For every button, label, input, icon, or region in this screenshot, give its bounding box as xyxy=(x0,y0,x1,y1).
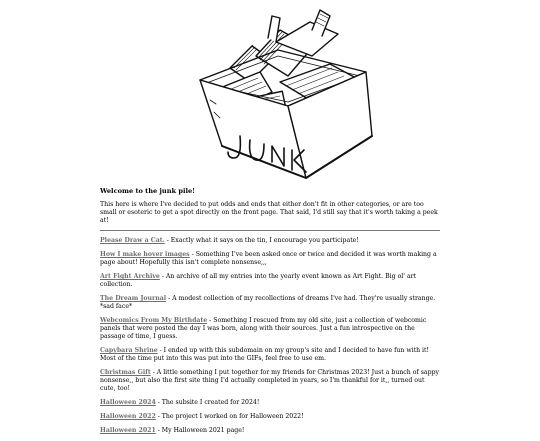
list-item xyxy=(100,399,440,407)
entry-description: - Something I rescued from my old site, just a collection of webcomic panels that were posted the day I was born, along with their sources. Just a fun introspective on the passage of time, I guess. xyxy=(100,317,427,340)
list-item xyxy=(100,369,440,393)
list-item xyxy=(100,295,440,311)
link-halloween-2022[interactable]: Halloween 2022 xyxy=(100,413,156,420)
entry-description: - I ended up with this subdomain on my group's site and I decided to have fun with it! Most of the time put into this was put into the GIFs, feel free to use em. xyxy=(100,347,429,362)
entry-description: - A modest collection of my recollections of dreams I've had. They're usually strange. *sad face* xyxy=(100,295,436,310)
entry-description: - An archive of all my entries into the yearly event known as Art Fight. Big ol' art collection. xyxy=(100,273,417,288)
link-halloween-2021[interactable]: Halloween 2021 xyxy=(100,427,156,434)
entry-description: - The subsite I created for 2024! xyxy=(155,399,260,406)
link-christmas-gift[interactable]: Christmas Gift xyxy=(100,369,151,376)
page-title: Welcome to the junk pile! xyxy=(100,187,196,195)
junk-box-illustration xyxy=(160,8,382,186)
entry-description: - A little something I put together for my friends for Christmas 2023! Just a bunch of sappy nonsense,, but also the first site thing I'd actually completed in years, so I'm thankful for it,, turned out cute, too! xyxy=(100,369,439,392)
list-item xyxy=(100,317,440,341)
main-content xyxy=(100,187,440,441)
link-webcomics-birthdate[interactable]: Webcomics From My Birthdate xyxy=(100,317,208,324)
entry-description: - Exactly what it says on the tin, I encourage you participate! xyxy=(164,237,359,244)
list-item xyxy=(100,347,440,363)
list-item xyxy=(100,413,440,421)
entry-description: - Something I've been asked once or twice and decided it was worth making a page about! Hopefully this isn't complete nonsense,,, xyxy=(100,251,437,266)
link-capybara-shrine[interactable]: Capybara Shrine xyxy=(100,347,158,354)
intro-text: This here is where I've decided to put odds and ends that either don't fit in other categories, or are too small or esoteric to get a spot directly on the front page. That said, I'd still say that it's worth taking a peek at! xyxy=(100,201,438,224)
link-dream-journal[interactable]: The Dream Journal xyxy=(100,295,167,302)
list-item xyxy=(100,251,440,267)
list-item xyxy=(100,427,440,435)
divider xyxy=(100,230,440,231)
link-art-fight-archive[interactable]: Art Fight Archive xyxy=(100,273,160,280)
list-item xyxy=(100,237,440,245)
link-hover-images[interactable]: How I make hover images xyxy=(100,251,190,258)
entry-description: - My Halloween 2021 page! xyxy=(155,427,245,434)
link-please-draw-a-cat[interactable]: Please Draw a Cat. xyxy=(100,237,165,244)
list-item xyxy=(100,273,440,289)
link-halloween-2024[interactable]: Halloween 2024 xyxy=(100,399,156,406)
entry-description: - The project I worked on for Halloween 2022! xyxy=(155,413,304,420)
